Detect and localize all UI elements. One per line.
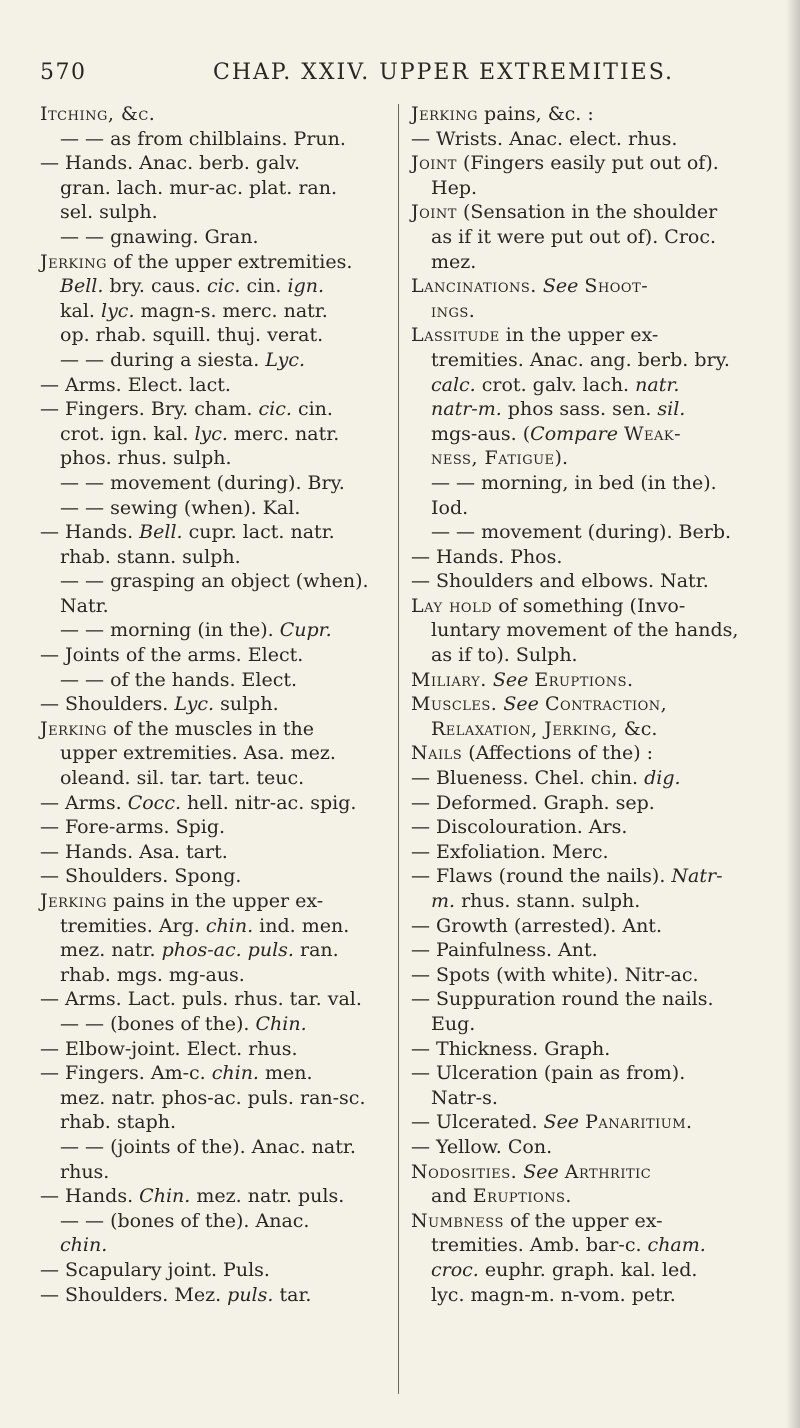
entry-text: bry. caus. xyxy=(103,275,208,298)
entry-heading: Contraction, xyxy=(544,693,668,716)
entry-text: — — morning, in bed (in the). xyxy=(431,471,717,494)
index-line xyxy=(40,668,396,693)
emphasized-remedy: croc. xyxy=(431,1258,479,1281)
index-line xyxy=(40,496,396,521)
entry-text: — Fingers. Am-c. xyxy=(40,1062,212,1085)
index-line xyxy=(40,889,396,914)
index-line xyxy=(40,299,396,324)
emphasized-remedy: Lyc. xyxy=(265,348,306,371)
index-line xyxy=(40,914,396,939)
entry-text: — Arms. Elect. lact. xyxy=(40,373,231,396)
emphasized-remedy: Cocc. xyxy=(127,791,182,814)
entry-text: crot. galv. lach. xyxy=(475,373,636,396)
column-divider xyxy=(398,104,399,1394)
index-line xyxy=(411,569,773,594)
entry-heading: Itching, &c. xyxy=(40,103,156,125)
entry-text: crot. ign. kal. xyxy=(60,422,195,445)
entry-text: rhab. staph. xyxy=(60,1111,177,1134)
entry-text: — Suppuration round the nails. xyxy=(411,988,714,1011)
entry-text: ). xyxy=(554,447,568,470)
entry-text: — — during a siesta. xyxy=(60,348,266,371)
index-line xyxy=(411,225,773,250)
entry-text: mgs-aus. ( xyxy=(431,422,531,445)
entry-text: — — movement (during). Bry. xyxy=(60,471,345,494)
index-line xyxy=(411,1110,773,1135)
entry-text: — Hands. Anac. berb. galv. xyxy=(40,152,300,175)
index-line xyxy=(40,717,396,742)
entry-text: luntary movement of the hands, xyxy=(431,619,739,642)
entry-text: ran. xyxy=(293,939,339,962)
entry-text: — — (joints of the). Anac. natr. xyxy=(60,1135,356,1158)
entry-text: — — sewing (when). Kal. xyxy=(60,496,301,519)
index-line xyxy=(411,1037,773,1062)
emphasized-remedy: Chin. xyxy=(139,1185,191,1208)
entry-text: of the muscles in the xyxy=(107,717,314,740)
entry-text: of the upper extremities. xyxy=(107,250,353,273)
entry-text: tar. xyxy=(273,1283,312,1306)
index-line xyxy=(411,987,773,1012)
index-line xyxy=(411,151,773,176)
index-line xyxy=(411,594,773,619)
entry-text: lyc. magn-m. n-vom. petr. xyxy=(431,1283,676,1306)
index-line xyxy=(411,1012,773,1037)
entry-text: — Arms. Lact. puls. rhus. tar. val. xyxy=(40,988,362,1011)
entry-heading: Nodosities. xyxy=(411,1160,518,1183)
index-line xyxy=(40,200,396,225)
index-line xyxy=(40,274,396,299)
index-line xyxy=(411,250,773,275)
entry-heading: Arthritic xyxy=(564,1160,652,1183)
emphasized-remedy: m. xyxy=(431,890,456,912)
index-line xyxy=(40,1135,396,1160)
index-line xyxy=(411,1135,773,1160)
emphasized-remedy: Compare xyxy=(530,422,618,445)
entry-text: mez. xyxy=(431,250,477,273)
entry-text: — Blueness. Chel. chin. xyxy=(411,767,645,790)
page-header xyxy=(40,60,762,85)
entry-text: rhab. stann. sulph. xyxy=(60,545,241,568)
index-line xyxy=(40,1160,396,1185)
entry-text: — Joints of the arms. Elect. xyxy=(40,644,304,667)
entry-text: rhus. xyxy=(60,1160,110,1183)
entry-text: merc. natr. xyxy=(227,422,340,445)
index-line xyxy=(411,397,773,422)
entry-text: Iod. xyxy=(431,496,469,519)
index-line xyxy=(40,569,396,594)
emphasized-remedy: cic. xyxy=(258,398,292,421)
entry-text: — — of the hands. Elect. xyxy=(60,668,298,691)
emphasized-remedy: calc. xyxy=(431,373,476,396)
index-line xyxy=(40,225,396,250)
entry-text: — Shoulders. Mez. xyxy=(40,1283,228,1306)
entry-heading: Weak- xyxy=(624,422,682,445)
emphasized-remedy: Bell. xyxy=(60,275,104,298)
index-line xyxy=(40,520,396,545)
index-line xyxy=(411,840,773,865)
entry-heading: Muscles. xyxy=(411,693,498,716)
entry-text: rhus. stann. sulph. xyxy=(455,890,641,912)
entry-text: gran. lach. mur-ac. plat. ran. xyxy=(60,176,338,199)
entry-heading: Miliary. xyxy=(411,668,487,691)
entry-text: as if it were put out of). Croc. xyxy=(431,225,717,248)
entry-heading: Lay hold xyxy=(411,594,493,617)
emphasized-remedy: phos-ac. puls. xyxy=(161,939,294,962)
entry-text: phos sass. sen. xyxy=(501,398,658,421)
entry-heading: Eruptions. xyxy=(534,668,634,691)
entry-text: hell. nitr-ac. spig. xyxy=(181,791,357,814)
entry-text: — Fingers. Bry. cham. xyxy=(40,398,259,421)
entry-text: tremities. Anac. ang. berb. bry. xyxy=(431,348,730,371)
index-line xyxy=(40,963,396,988)
entry-text: — Hands. Asa. tart. xyxy=(40,840,228,863)
entry-text: — Flaws (round the nails). xyxy=(411,865,672,888)
entry-heading: Jerking xyxy=(411,103,479,125)
entry-text: — Shoulders. Spong. xyxy=(40,865,242,888)
entry-text: — Scapulary joint. Puls. xyxy=(40,1258,270,1281)
index-line xyxy=(411,643,773,668)
index-line xyxy=(411,299,773,324)
index-line xyxy=(40,397,396,422)
entry-heading: Lassitude xyxy=(411,324,500,347)
entry-text: rhab. mgs. mg-aus. xyxy=(60,963,245,986)
index-line xyxy=(40,446,396,471)
entry-text: — Ulceration (pain as from). xyxy=(411,1062,686,1085)
index-line xyxy=(411,963,773,988)
emphasized-remedy: Bell. xyxy=(139,521,183,544)
index-line xyxy=(40,864,396,889)
emphasized-remedy: sil. xyxy=(657,398,686,421)
entry-heading: ings. xyxy=(431,299,476,322)
index-line xyxy=(40,938,396,963)
emphasized-remedy: cic. xyxy=(207,275,241,298)
entry-text: magn-s. merc. natr. xyxy=(134,299,328,322)
entry-text: — Shoulders and elbows. Natr. xyxy=(411,570,709,593)
index-line xyxy=(40,373,396,398)
index-line xyxy=(411,274,773,299)
index-line xyxy=(411,815,773,840)
index-line xyxy=(40,791,396,816)
right-column xyxy=(411,102,773,1307)
index-line xyxy=(411,545,773,570)
emphasized-remedy: natr. xyxy=(635,373,680,396)
index-line xyxy=(40,643,396,668)
index-line xyxy=(40,1233,396,1258)
index-line xyxy=(40,594,396,619)
entry-text: Hep. xyxy=(431,176,478,199)
index-line xyxy=(411,496,773,521)
entry-text: (Fingers easily put out of). xyxy=(456,152,719,175)
entry-text: Natr. xyxy=(60,594,109,617)
entry-text: — Exfoliation. Merc. xyxy=(411,840,609,863)
index-line xyxy=(411,1233,773,1258)
entry-text: mez. natr. phos-ac. puls. ran-sc. xyxy=(60,1086,366,1109)
entry-text: phos. rhus. sulph. xyxy=(60,447,232,470)
entry-heading: Nails xyxy=(411,742,463,765)
emphasized-remedy: chin. xyxy=(211,1062,259,1085)
index-line xyxy=(40,422,396,447)
entry-text: of something (Invo- xyxy=(492,594,686,617)
index-line xyxy=(411,668,773,693)
index-line xyxy=(40,1086,396,1111)
index-line xyxy=(411,717,773,742)
entry-heading: Lancinations. xyxy=(411,275,537,298)
index-line xyxy=(40,741,396,766)
entry-text: &c. xyxy=(617,717,658,740)
index-line xyxy=(40,1209,396,1234)
page-number: 570 xyxy=(40,60,87,85)
index-line xyxy=(40,323,396,348)
index-line xyxy=(40,127,396,152)
entry-text: pains in the upper ex- xyxy=(107,890,324,912)
emphasized-remedy: See xyxy=(542,275,579,298)
index-line xyxy=(411,1258,773,1283)
entry-text: — — movement (during). Berb. xyxy=(431,521,732,544)
entry-text: in the upper ex- xyxy=(499,324,659,347)
entry-heading: Panaritium. xyxy=(585,1111,693,1134)
entry-text: cupr. lact. natr. xyxy=(182,521,335,544)
entry-text: Natr-s. xyxy=(431,1086,498,1109)
entry-text: — Growth (arrested). Ant. xyxy=(411,914,662,937)
entry-text: cin. xyxy=(240,275,288,298)
index-line xyxy=(411,864,773,889)
entry-text: — Deformed. Graph. sep. xyxy=(411,791,655,814)
entry-text: — Spots (with white). Nitr-ac. xyxy=(411,963,699,986)
emphasized-remedy: puls. xyxy=(227,1283,274,1306)
entry-text: — Elbow-joint. Elect. rhus. xyxy=(40,1037,298,1060)
entry-text: — — as from chilblains. Prun. xyxy=(60,127,346,150)
emphasized-remedy: dig. xyxy=(644,767,681,790)
index-line xyxy=(411,1283,773,1308)
entry-text: mez. natr. puls. xyxy=(190,1185,345,1208)
index-line xyxy=(411,127,773,152)
entry-text: Eug. xyxy=(431,1012,476,1035)
entry-text: ind. men. xyxy=(253,914,350,937)
entry-heading: Jerking xyxy=(40,250,108,273)
entry-text: mez. natr. xyxy=(60,939,162,962)
index-line xyxy=(411,348,773,373)
entry-text: — — gnawing. Gran. xyxy=(60,225,259,248)
entry-text: upper extremities. Asa. mez. xyxy=(60,742,336,765)
index-line xyxy=(411,766,773,791)
entry-text: tremities. Amb. bar-c. xyxy=(431,1234,648,1257)
emphasized-remedy: See xyxy=(503,693,539,716)
entry-text: — — grasping an object (when). xyxy=(60,570,369,593)
entry-text: men. xyxy=(258,1062,313,1085)
entry-heading: ness, Fatigue xyxy=(431,447,555,470)
index-line xyxy=(411,914,773,939)
index-line xyxy=(40,1110,396,1135)
emphasized-remedy: natr-m. xyxy=(431,398,502,421)
entry-heading: Jerking xyxy=(40,890,108,912)
emphasized-remedy: Natr- xyxy=(671,865,723,888)
index-line xyxy=(40,692,396,717)
emphasized-remedy: ign. xyxy=(287,275,325,298)
entry-text: — — (bones of the). Anac. xyxy=(60,1209,310,1232)
index-line xyxy=(411,692,773,717)
index-line xyxy=(411,422,773,447)
entry-text: as if to). Sulph. xyxy=(431,644,578,667)
emphasized-remedy: lyc. xyxy=(101,299,135,322)
index-line xyxy=(411,1061,773,1086)
emphasized-remedy: See xyxy=(543,1111,580,1134)
index-line xyxy=(411,520,773,545)
entry-text: — Shoulders. xyxy=(40,693,175,716)
emphasized-remedy: See xyxy=(523,1160,559,1183)
entry-text: — Thickness. Graph. xyxy=(411,1037,611,1060)
running-title: CHAP. XXIV. UPPER EXTREMITIES. xyxy=(213,60,674,85)
entry-text: — Hands. Phos. xyxy=(411,545,563,568)
entry-heading: Relaxation, Jerking, xyxy=(431,717,618,740)
index-line xyxy=(40,250,396,275)
entry-text: — Arms. xyxy=(40,791,128,814)
emphasized-remedy: cham. xyxy=(647,1234,706,1257)
entry-text: — Yellow. Con. xyxy=(411,1135,553,1158)
entry-text: — — morning (in the). xyxy=(60,619,280,642)
entry-text: — Hands. xyxy=(40,521,140,544)
index-line xyxy=(40,1037,396,1062)
emphasized-remedy: Cupr. xyxy=(279,619,332,642)
entry-heading: Jerking xyxy=(40,717,108,740)
entry-text: — Hands. xyxy=(40,1185,140,1208)
index-line xyxy=(40,151,396,176)
index-line xyxy=(40,1258,396,1283)
index-line xyxy=(411,938,773,963)
index-line xyxy=(411,889,773,914)
entry-text: cin. xyxy=(291,398,333,421)
index-line xyxy=(411,471,773,496)
emphasized-remedy: See xyxy=(492,668,529,691)
index-line xyxy=(40,987,396,1012)
index-line xyxy=(40,545,396,570)
index-line xyxy=(40,766,396,791)
emphasized-remedy: lyc. xyxy=(194,422,228,445)
index-line xyxy=(411,1184,773,1209)
entry-text: — Fore-arms. Spig. xyxy=(40,816,226,839)
emphasized-remedy: chin. xyxy=(60,1234,108,1257)
index-line xyxy=(40,840,396,865)
index-line xyxy=(411,618,773,643)
entry-text: (Sensation in the shoulder xyxy=(456,201,718,224)
index-line xyxy=(411,200,773,225)
index-line xyxy=(40,176,396,201)
index-line xyxy=(40,1283,396,1308)
index-line xyxy=(40,815,396,840)
index-line xyxy=(40,471,396,496)
index-line xyxy=(411,1160,773,1185)
index-line xyxy=(411,102,773,127)
index-line xyxy=(40,618,396,643)
entry-heading: Eruptions. xyxy=(472,1185,572,1208)
entry-text: — Ulcerated. xyxy=(411,1111,544,1134)
index-line xyxy=(411,176,773,201)
entry-text: oleand. sil. tar. tart. teuc. xyxy=(60,767,305,790)
entry-text: — Wrists. Anac. elect. rhus. xyxy=(411,127,678,150)
left-column xyxy=(40,102,396,1307)
entry-text: — Painfulness. Ant. xyxy=(411,939,598,962)
entry-text: — Discolouration. Ars. xyxy=(411,816,628,839)
index-line xyxy=(40,1012,396,1037)
index-line xyxy=(40,1184,396,1209)
entry-heading: Numbness xyxy=(411,1209,504,1232)
emphasized-remedy: Lyc. xyxy=(174,693,215,716)
entry-text: pains, &c. : xyxy=(478,103,594,125)
entry-heading: Shoot- xyxy=(584,275,649,298)
index-line xyxy=(411,791,773,816)
entry-text: (Affections of the) : xyxy=(462,742,654,765)
entry-text: euphr. graph. kal. led. xyxy=(478,1258,698,1281)
index-line xyxy=(40,1061,396,1086)
entry-text: of the upper ex- xyxy=(503,1209,663,1232)
emphasized-remedy: Chin. xyxy=(255,1012,307,1035)
index-line xyxy=(40,102,396,127)
index-line xyxy=(40,348,396,373)
page-edge-shadow xyxy=(786,0,800,1428)
index-line xyxy=(411,1209,773,1234)
emphasized-remedy: chin. xyxy=(205,914,254,937)
index-line xyxy=(411,741,773,766)
entry-text: kal. xyxy=(60,299,101,322)
entry-text: sel. sulph. xyxy=(60,201,158,224)
index-line xyxy=(411,373,773,398)
entry-heading: Joint xyxy=(411,201,457,224)
entry-text: — — (bones of the). xyxy=(60,1012,256,1035)
entry-heading: Joint xyxy=(411,152,457,175)
entry-text: sulph. xyxy=(214,693,279,716)
index-line xyxy=(411,323,773,348)
index-line xyxy=(411,1086,773,1111)
entry-text: and xyxy=(431,1185,473,1208)
entry-text: op. rhab. squill. thuj. verat. xyxy=(60,324,324,347)
index-line xyxy=(411,446,773,471)
entry-text: tremities. Arg. xyxy=(60,914,206,937)
